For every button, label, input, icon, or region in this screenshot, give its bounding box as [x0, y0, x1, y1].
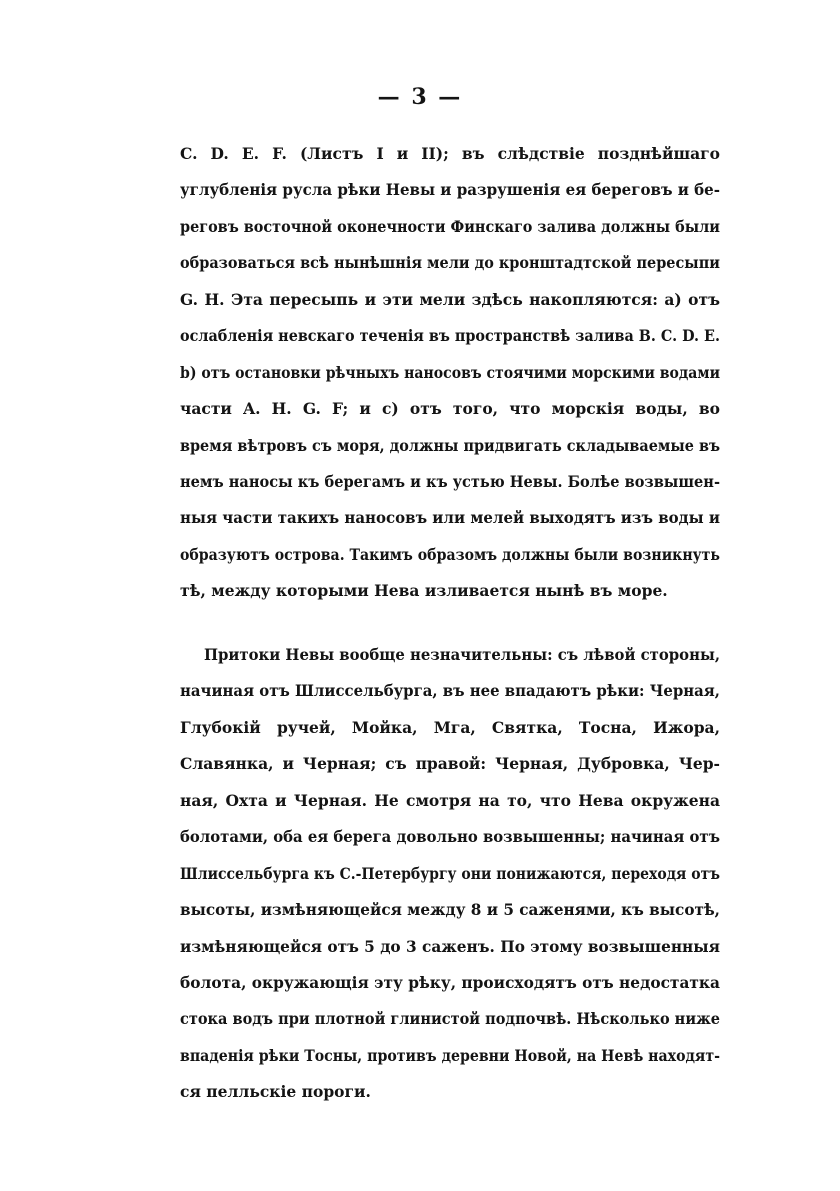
- text-line: G. H. Эта пересыпь и эти мели здѣсь накопляются: а) отъ: [180, 289, 720, 309]
- paragraph-1: [180, 136, 720, 610]
- text-line: болотами, оба ея берега довольно возвышенны; начиная отъ: [180, 827, 720, 847]
- text-line: углубленія русла рѣки Невы и разрушенія ея береговъ и бе-: [180, 180, 720, 200]
- text-line: ся пелльскіе пороги.: [180, 1082, 371, 1102]
- text-line: образоваться всѣ нынѣшнія мели до кронштадтской пересыпи: [180, 253, 720, 273]
- text-line: образуютъ острова. Такимъ образомъ должны были возникнуть: [180, 544, 720, 564]
- text-line: C. D. E. F. (Листъ I и II); въ слѣдствіе позднѣйшаго: [180, 144, 720, 163]
- paragraph-2: [180, 637, 720, 1111]
- text-line: болота, окружающія эту рѣку, происходятъ отъ недостатка: [180, 972, 720, 992]
- text-line: тѣ, между которыми Нева изливается нынѣ въ море.: [180, 581, 668, 601]
- text-line: измѣняющейся отъ 5 до 3 саженъ. По этому возвышенныя: [180, 936, 720, 956]
- text-line: немъ наносы къ берегамъ и къ устью Невы. Болѣе возвышен-: [180, 471, 720, 491]
- text-line: ная, Охта и Черная. Не смотря на то, что Нева окружена: [180, 790, 720, 810]
- text-line: ослабленія невскаго теченія въ пространствѣ залива B. C. D. E.: [180, 326, 720, 346]
- text-line: части A. H. G. F; и c) отъ того, что морскія воды, во: [180, 399, 720, 419]
- text-line: начиная отъ Шлиссельбурга, въ нее впадаютъ рѣки: Черная,: [180, 681, 720, 701]
- text-line: Славянка, и Черная; съ правой: Черная, Дубровка, Чер-: [180, 754, 720, 774]
- text-line: Шлиссельбурга къ С.-Петербургу они понижаются, переходя отъ: [180, 863, 720, 883]
- text-line: Притоки Невы вообще незначительны: съ лѣвой стороны,: [203, 645, 720, 664]
- text-line: b) отъ остановки рѣчныхъ наносовъ стоячими морскими водами: [180, 362, 720, 382]
- text-line: высоты, измѣняющейся между 8 и 5 саженями, къ высотѣ,: [180, 900, 720, 920]
- text-line: реговъ восточной оконечности Финскаго залива должны были: [180, 216, 720, 236]
- text-line: стока водъ при плотной глинистой подпочвѣ. Нѣсколько ниже: [180, 1009, 720, 1029]
- text-line: ныя части такихъ наносовъ или мелей выходятъ изъ воды и: [180, 508, 720, 528]
- text-line: время вѣтровъ съ моря, должны придвигать складываемые въ: [180, 435, 720, 455]
- text-line: Глубокій ручей, Мойка, Мга, Святка, Тосна, Ижора,: [180, 717, 720, 737]
- page-number: — 3 —: [377, 84, 463, 110]
- text-line: впаденія рѣки Тосны, противъ деревни Новой, на Невѣ находят-: [180, 1045, 720, 1065]
